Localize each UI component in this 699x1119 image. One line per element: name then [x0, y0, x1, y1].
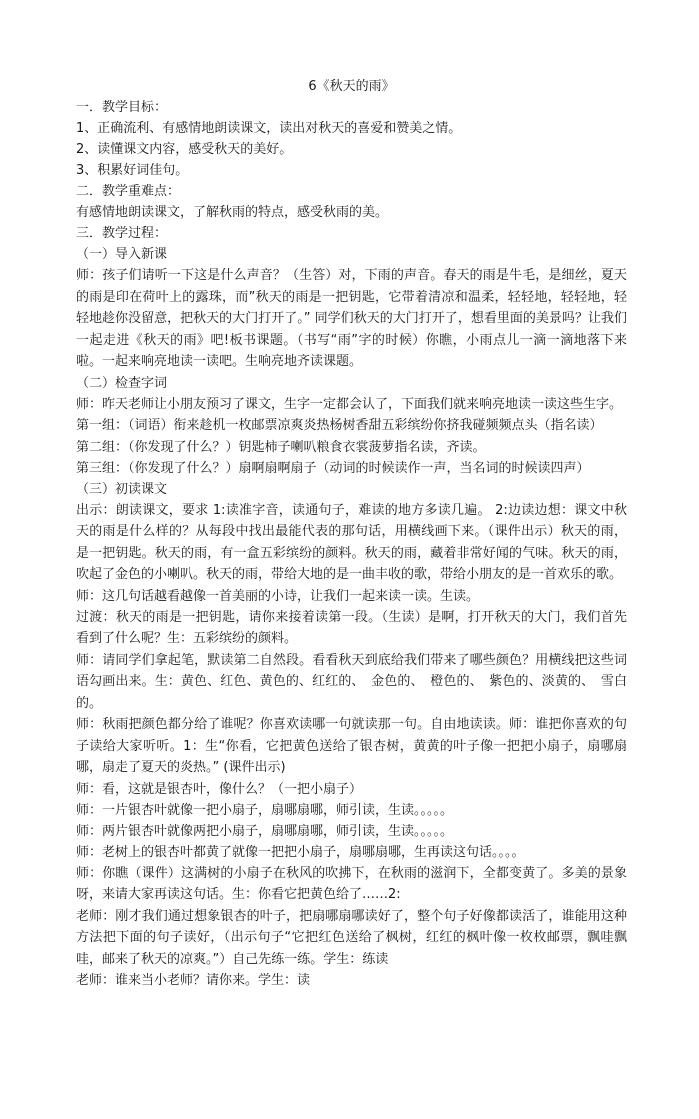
heading-process: 三．教学过程：	[76, 226, 168, 241]
paragraph: 师：昨天老师让小朋友预习了课文，生字一定都会认了，下面我们就来响亮地读一读这些生字。	[76, 396, 623, 412]
objective-item: 2、读懂课文内容，感受秋天的美好。	[76, 142, 293, 157]
paragraph: 师：请同学们拿起笔，默读第二自然段。看看秋天到底给我们带来了哪些颜色？用横线把这些词语勾画出来。生：黄色、红色、黄色的、红红的、 金色的、 橙色的、 紫色的、淡黄的、 雪白的。	[76, 652, 627, 711]
paragraph: 老师：谁来当小老师？请你来。学生：读	[76, 973, 311, 988]
paragraph: 师：秋雨把颜色都分给了谁呢？你喜欢读哪一句就读那一句。自由地读读。师：谁把你喜欢的句子读给大家听听。1：生“你看，它把黄色送给了银杏树，黄黄的叶子像一把把小扇子，扇哪扇哪，扇走了夏天的炎热。” (课件出示)	[76, 717, 627, 775]
section-heading: （二）检查字词	[76, 375, 168, 391]
section-heading: （一）导入新课	[76, 247, 168, 262]
heading-key-points: 二．教学重难点：	[76, 184, 181, 199]
paragraph: 过渡：秋天的雨是一把钥匙，请你来接着读第一段。（生读）是啊，打开秋天的大门，我们首先看到了什么呢？生：五彩缤纷的颜料。	[76, 609, 627, 646]
document-body	[76, 97, 627, 991]
paragraph: 第三组：（你发现了什么？）扇啊扇啊扇子（动词的时候读作一声，当名词的时候读四声）	[76, 460, 590, 476]
paragraph: 师：两片银杏叶就像两把小扇子，扇哪扇哪，师引读，生读。。。。。	[76, 823, 454, 839]
paragraph: 第二组：（你发现了什么？）钥匙柿子喇叭粮食衣裳菠萝指名读，齐读。	[76, 439, 486, 455]
paragraph: 师：一片银杏叶就像一把小扇子，扇哪扇哪，师引读，生读。。。。。	[76, 802, 454, 818]
paragraph: 师：看，这就是银杏叶，像什么？（一把小扇子）	[76, 781, 363, 797]
paragraph: 师：这几句话越看越像一首美丽的小诗，让我们一起来读一读。生读。	[76, 588, 480, 604]
paragraph: 师：老树上的银杏叶都黄了就像一把把小扇子，扇哪扇哪，生再读这句话。。。。	[76, 844, 525, 860]
paragraph: 第一组：（词语）衔来趁机一枚邮票凉爽炎热杨树香甜五彩缤纷你挤我碰频频点头（指名读）	[76, 418, 603, 433]
objective-item: 3、积累好词佳句。	[76, 163, 189, 178]
key-points-text: 有感情地朗读课文，了解秋雨的特点，感受秋雨的美。	[76, 205, 389, 220]
heading-objectives: 一．教学目标：	[76, 100, 168, 115]
paragraph: 老师：刚才我们通过想象银杏的叶子，把扇哪扇哪读好了，整个句子好像都读活了，谁能用这种方法把下面的句子读好，（出示句子“它把红色送给了枫树，红红的枫叶像一枚枚邮票，飘哇飘哇，邮来了秋天的凉爽。”）自己先练一练。学生：练读	[76, 908, 627, 967]
paragraph: 出示：朗读课文，要求 1:读准字音，读通句子，难读的地方多读几遍。 2:边读边想：课文中秋天的雨是什么样的？从每段中找出最能代表的那句话，用横线画下来。（课件出示）秋天的雨，是一把钥匙。秋天的雨，有一盒五彩缤纷的颜料。秋天的雨，藏着非常好闻的气味。秋天的雨，吹起了金色的小喇叭。秋天的雨，带给大地的是一曲丰收的歌，带给小朋友的是一首欢乐的歌。	[76, 502, 627, 582]
paragraph: 师：你瞧（课件）这满树的小扇子在秋风的吹拂下，在秋雨的滋润下，全都变黄了。多美的景象呀，来请大家再读这句话。生：你看它把黄色给了……2:	[76, 865, 627, 902]
objective-item: 1、正确流利、有感情地朗读课文，读出对秋天的喜爱和赞美之情。	[76, 121, 462, 136]
section-heading: （三）初读课文	[76, 481, 168, 497]
document-title: 6《秋天的雨》	[308, 79, 395, 94]
paragraph: 师：孩子们请听一下这是什么声音？（生答）对，下雨的声音。春天的雨是牛毛，是细丝，夏天的雨是印在荷叶上的露珠，而”秋天的雨是一把钥匙，它带着清凉和温柔，轻轻地，轻轻地，轻轻地趁你没留意，把秋天的大门打开了。” 同学们秋天的大门打开了，想看里面的美景吗？让我们一起走进《秋天的雨》吧!板书课题。（书写“雨”字的时候）你瞧，小雨点儿一滴一滴地落下来啦。一起来响亮地读一读吧。生响亮地齐读课题。	[76, 268, 627, 369]
